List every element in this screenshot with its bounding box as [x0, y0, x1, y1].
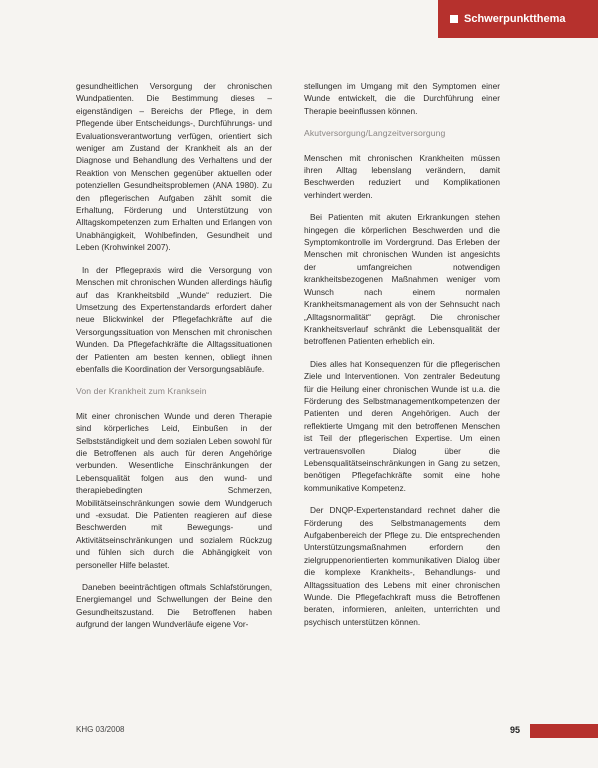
left-paragraph-2: In der Pflegepraxis wird die Versorgung von Menschen mit chronischen Wunden allerdings häufig auf das Krankheitsbild „Wunde“ reduziert. Die Umsetzung des Expertenstandards erfordert daher neue Blickwinkel der Pflegefachkräfte auf die Versorgungssituation von Menschen mit chronischen Wunden. Da Pflegefachkräfte die Alltagssituationen der Patienten am besten kennen, obliegt ihnen ebenfalls die Koordination der Versorgungsabläufe.	[76, 264, 272, 374]
right-paragraph-2: Menschen mit chronischen Krankheiten müssen ihren Alltag lebenslang verändern, damit Beschwerden reduziert und Komplikationen verhindert werden.	[304, 152, 500, 200]
journal-issue: KHG 03/2008	[76, 725, 125, 734]
footer-accent-bar	[530, 724, 598, 738]
left-paragraph-1: gesundheitlichen Versorgung der chronischen Wundpatienten. Die Bestimmung dieses – eigenständigen – Bereichs der Pflege, in dem Pflegende über Entscheidungs-, Durchführungs- und Evaluationsverantwortung verfügen, orientiert sich weniger am Zustand der Krankheit als an der Diagnose und Behandlung des Verhaltens und der Reaktion von Menschen gegenüber aktuellen oder potenziellen Gesundheitsproblemen (ANA 1980). Zu den pflegerischen Aufgaben zählt somit die Erhaltung, Förderung und Unterstützung von Alltagskompetenzen zum Erhalten und Erlangen von Unabhängigkeit, Wohlbefinden, Gesundheit und Leben (Krohwinkel 2007).	[76, 81, 272, 253]
left-column	[76, 80, 272, 641]
square-icon	[450, 15, 458, 23]
section-tag	[438, 0, 598, 38]
right-paragraph-4: Dies alles hat Konsequenzen für die pflegerischen Ziele und Interventionen. Von zentraler Bedeutung für die Heilung einer chronischen Wunde ist u.a. die Förderung des Selbstmanagementkompetenzen der Patienten und deren Angehörigen. Auch der reflektierte Umgang mit den betroffenen Menschen ist Teil der pflegerischen Expertise. Um einen vertrauensvollen Dialog über die Lebensqualitätseinschränkungen in Gang zu setzen, benötigen Pflegefachkräfte somit eine hohe kommunikative Kompetenz.	[304, 358, 500, 493]
left-paragraph-4: Daneben beeinträchtigen oftmals Schlafstörungen, Energiemangel und Schwellungen der Beine den Gesundheitszustand. Die Betroffenen haben aufgrund der langen Wundverläufe eigene Vor-	[76, 582, 272, 630]
right-paragraph-5: Der DNQP-Expertenstandard rechnet daher die Förderung des Selbstmanagements dem Aufgabenbereich der Pflege zu. Die entsprechenden Unterstützungsmaßnahmen erfordern den zielgruppenorientierten kommunikativen Dialog über die komplexe Krankheits-, Behandlungs- und Alltagssituation des Lebens mit einer chronischen Wunde. Die Pflegefachkraft muss die Betroffenen beraten, informieren, anleiten, unterrichten und psychisch unterstützen können.	[304, 505, 500, 627]
section-heading-versorgung: Akutversorgung/Langzeitversorgung	[304, 128, 446, 139]
right-paragraph-3: Bei Patienten mit akuten Erkrankungen stehen hingegen die körperlichen Beschwerden und die Symptomkontrolle im Vordergrund. Das Erleben der Menschen mit chronischen Wunden ist angesichts der umfangreichen notwendigen krankheitsbezogenen Maßnahmen weniger vom Wunsch nach einem normalen Krankheitsmanagement als von der Sehnsucht nach „Alltagsnormalität“ geprägt. Die chronischer Krankheitsverlauf schränkt die Lebensqualität der betroffenen Patienten erheblich ein.	[304, 212, 500, 347]
section-tag-label: Schwerpunktthema	[464, 13, 566, 25]
page-number: 95	[510, 725, 521, 735]
section-heading-kranksein: Von der Krankheit zum Kranksein	[76, 386, 207, 397]
left-paragraph-3: Mit einer chronischen Wunde und deren Therapie sind körperliches Leid, Einbußen in der Selbstständigkeit und dem sozialen Leben sowohl für die Betroffenen als auch für deren Angehörige verbunden. Wesentliche Einschränkungen der Lebensqualität folgen aus den wund- und therapiebedingten Schmerzen, Mobilitätseinschränkungen sowie dem Wundgeruch und -exsudat. Die Patienten reagieren auf diese Beschwerden mit Bewegungs- und Aktivitätseinschränkungen und sozialem Rückzug und fühlen sich durch die Abhängigkeit von personeller Hilfe belastet.	[76, 410, 272, 570]
right-column	[304, 80, 500, 638]
right-paragraph-1: stellungen im Umgang mit den Symptomen einer Wunde entwickelt, die die Durchführung einer Therapie beeinflussen können.	[304, 81, 500, 116]
